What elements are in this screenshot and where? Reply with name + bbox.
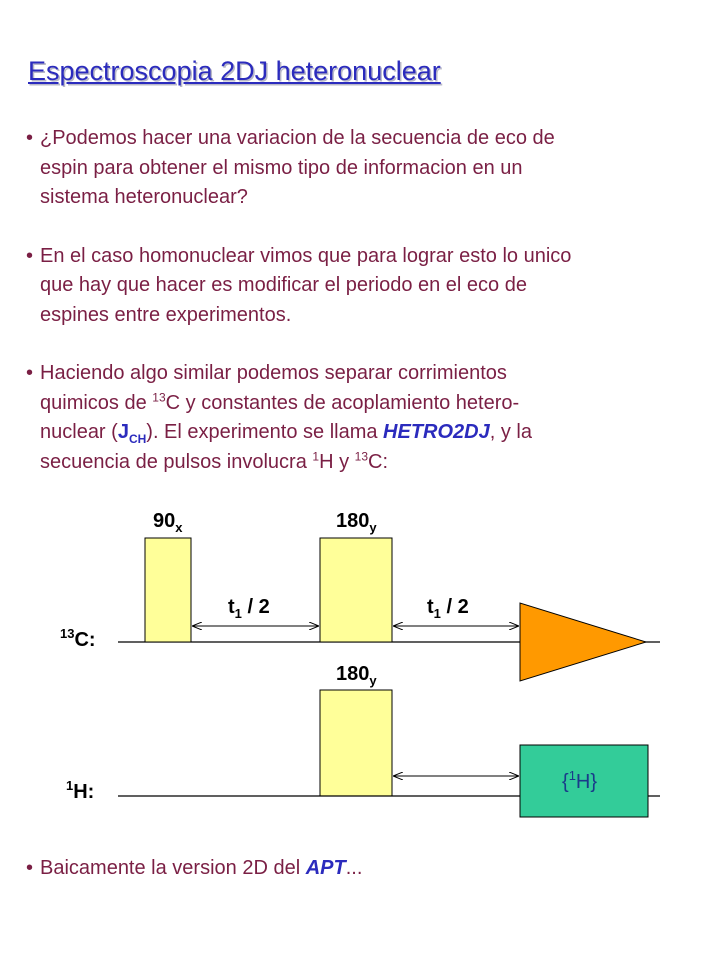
- bullet-dot: •: [26, 127, 34, 149]
- bullet-3: [26, 359, 706, 477]
- bullet-3-line-4: secuencia de pulsos involucra $^1$H y $^{13}$C:: [40, 448, 388, 473]
- experiment-name: HETRO2DJ: [383, 421, 490, 443]
- bullet-dot: •: [26, 362, 34, 384]
- c13-channel-label: $^{13}$C:: [60, 626, 96, 651]
- bullet-3-line-3: nuclear $(J_{CH})$. El experimento se llama HETRO2DJ, y la: [40, 421, 532, 446]
- bullet-4-text: Baicamente la version 2D del: [40, 857, 306, 879]
- delay-2-label: $t_1 / 2$: [427, 596, 469, 621]
- pulse-180y-h-label: $180_y$: [336, 663, 377, 688]
- pulse-90x: [145, 538, 191, 642]
- bullet-2: [26, 242, 706, 331]
- bullet-4-ellipsis: ...: [345, 857, 363, 879]
- bullet-1-line-3: sistema heteronuclear?: [40, 186, 248, 208]
- delay-1-label: $t_1 / 2$: [228, 596, 270, 621]
- pulse-180y-carbon: [320, 538, 392, 642]
- decoupling-label: {$^1$H}: [562, 768, 598, 793]
- fid-acquisition: [520, 603, 646, 681]
- bullet-3-line-2: quimicos de $^{13}$C y constantes de acoplamiento hetero-: [40, 389, 520, 414]
- bullet-1-line-1: ¿Podemos hacer una variacion de la secuencia de eco de: [40, 127, 555, 149]
- bullet-dot: •: [26, 244, 34, 267]
- bullet-2-line-3: espines entre experimentos.: [40, 303, 292, 326]
- bullet-1-line-2: espin para obtener el mismo tipo de informacion en un: [40, 156, 523, 179]
- apt-term: APT: [305, 857, 346, 879]
- pulse-sequence-diagram: [0, 480, 720, 830]
- pulse-180y-c-label: $180_y$: [336, 510, 377, 535]
- pulse-90x-label: $90_x$: [153, 510, 183, 535]
- slide-title: Espectroscopia 2DJ heteronuclear: [28, 56, 441, 86]
- bullet-1: [26, 124, 706, 213]
- bullet-list: [26, 124, 706, 506]
- bullet-4: [26, 857, 362, 880]
- bullet-dot: •: [26, 857, 34, 879]
- bullet-2-line-2: que hay que hacer es modificar el periodo en el eco de: [40, 274, 527, 296]
- bullet-2-line-1: En el caso homonuclear vimos que para lograr esto lo unico: [40, 244, 572, 267]
- h1-channel-label: $^1$H:: [66, 778, 95, 803]
- pulse-180y-proton: [320, 690, 392, 796]
- bullet-3-line-1: Haciendo algo similar podemos separar corrimientos: [40, 362, 507, 384]
